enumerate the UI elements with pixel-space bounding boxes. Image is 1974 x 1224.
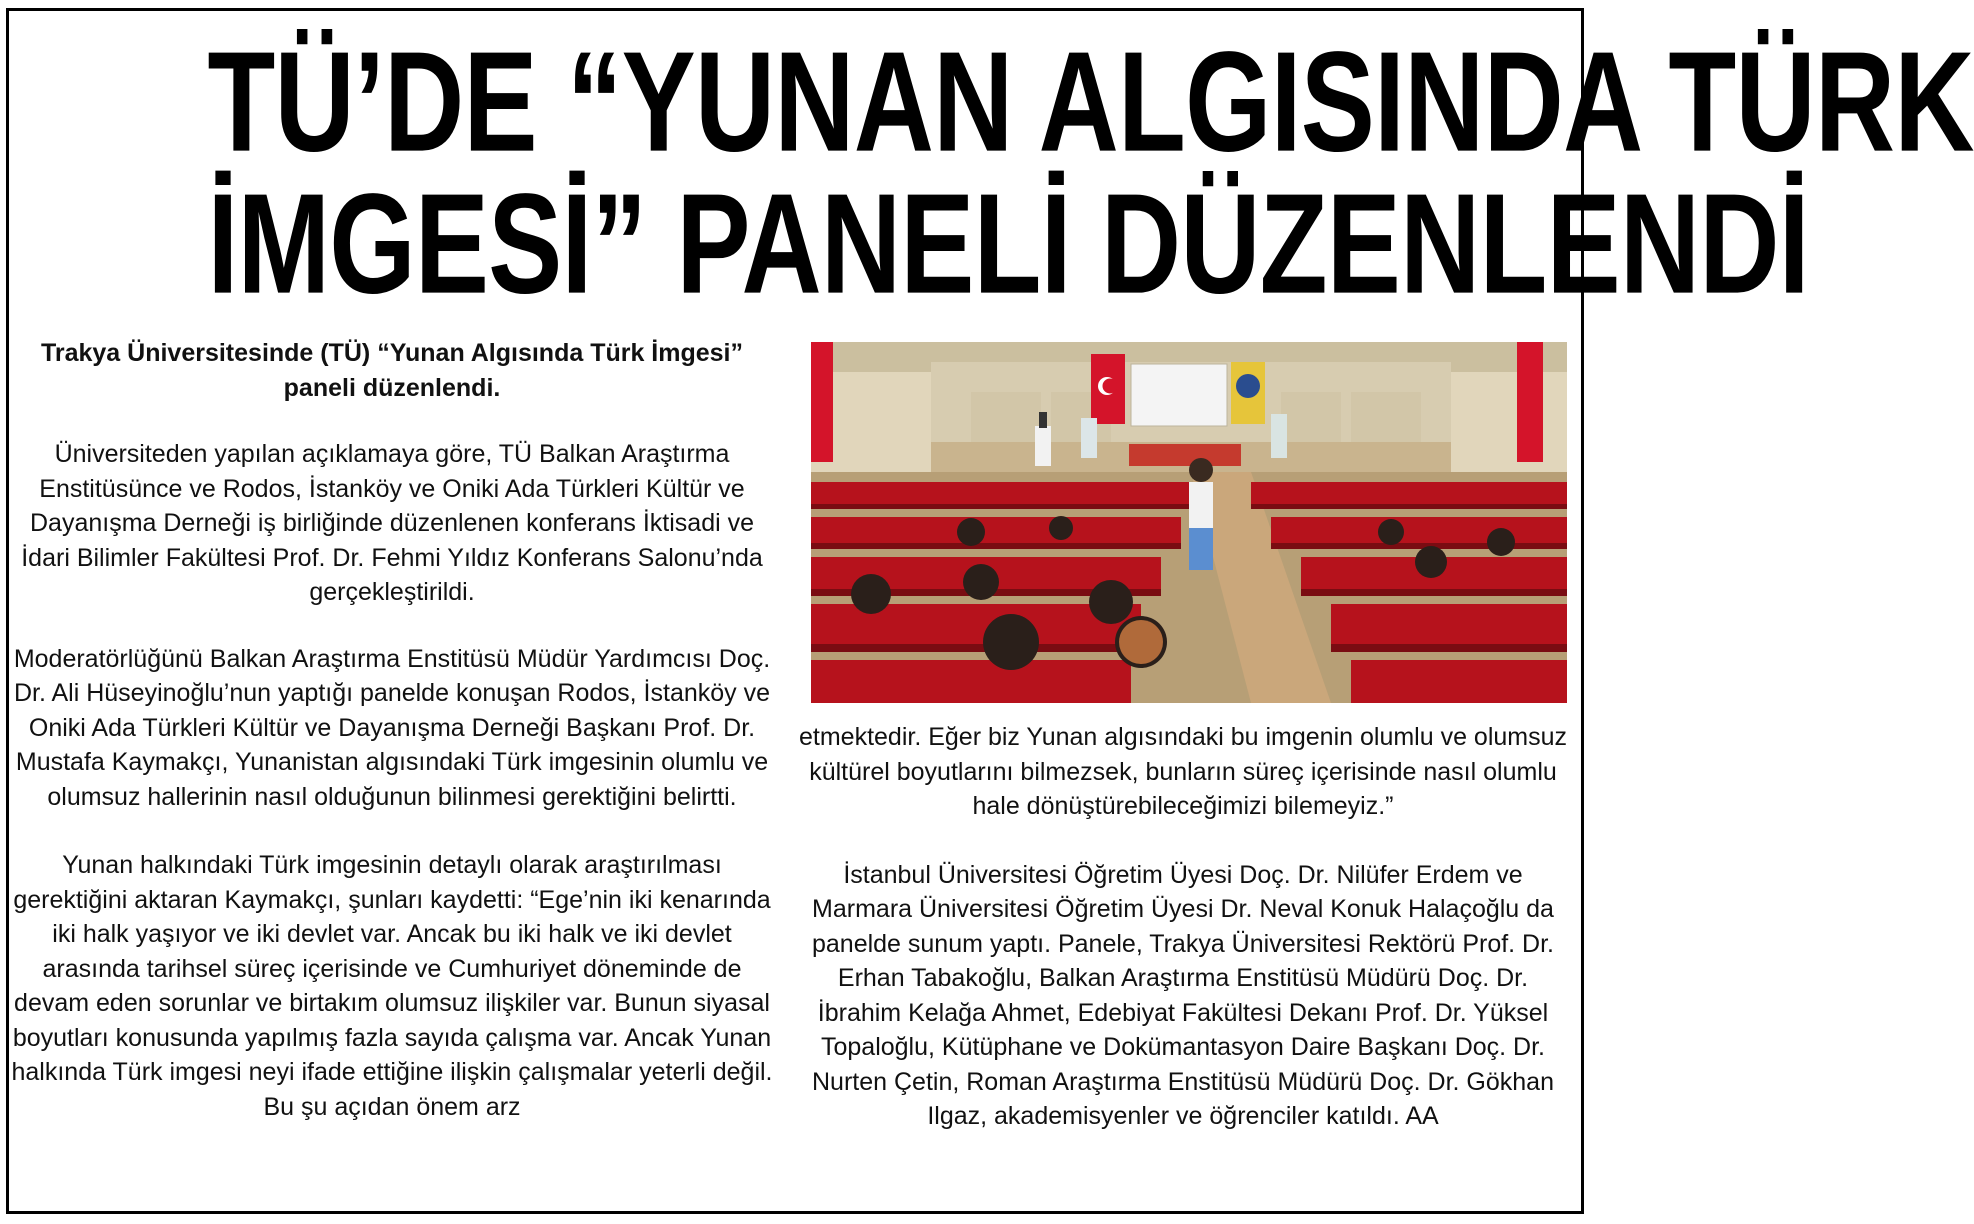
article-paragraph-4: etmektedir. Eğer biz Yunan algısındaki bu imgenin olumlu ve olumsuz kültürel boyutlarını bilmezsek, bunların süreç içerisinde nasıl olumlu hale dönüştürebileceğimizi bilemeyiz.” [798, 723, 1568, 820]
article-left-column [8, 336, 776, 1124]
article-paragraph-3: Yunan halkındaki Türk imgesinin detaylı olarak araştırılması gerektiğini aktaran Kaymakçı, şunları kaydetti: “Ege’nin iki kenarında iki halk yaşıyor ve iki devlet var. Ancak bu iki halk ve iki devlet arasında tarihsel süreç içerisinde ve Cumhuriyet döneminde de devam eden sorunlar ve birtakım olumsuz ilişkiler var. Bunun siyasal boyutları konusunda yapılmış fazla sayıda çalışma var. Ancak Yunan halkında Türk imgesi neyi ifade ettiğine ilişkin çalışmalar yeterli değil. Bu şu açıdan önem arz [11, 851, 773, 1121]
article-paragraph-5: İstanbul Üniversitesi Öğretim Üyesi Doç. Dr. Nilüfer Erdem ve Marmara Üniversitesi Öğretim Üyesi Dr. Neval Konuk Halaçoğlu da panelde sunum yaptı. Panele, Trakya Üniversitesi Rektörü Prof. Dr. Erhan Tabakoğlu, Balkan Araştırma Enstitüsü Müdürü Doç. Dr. İbrahim Kelağa Ahmet, Edebiyat Fakültesi Dekanı Prof. Dr. Yüksel Topaloğlu, Kütüphane ve Dokümantasyon Daire Başkanı Doç. Dr. Nurten Çetin, Roman Araştırma Enstitüsü Müdürü Doç. Dr. Gökhan Ilgaz, akademisyenler ve öğrenciler katıldı. AA [811, 860, 1555, 1130]
headline-line-2: İMGESİ” PANELİ DÜZENLENDİ [207, 163, 1809, 324]
article-paragraph-2: Moderatörlüğünü Balkan Araştırma Enstitüsü Müdür Yardımcısı Doç. Dr. Ali Hüseyinoğlu’nun yaptığı panelde konuşan Rodos, İstanköy ve Oniki Ada Türkleri Kültür ve Dayanışma Derneği Başkanı Prof. Dr. Mustafa Kaymakçı, Yunanistan algısındaki Türk imgesinin olumlu ve olumsuz hallerinin nasıl olduğunun bilinmesi gerektiğini belirtti. [13, 644, 771, 811]
article-right-column [798, 720, 1568, 1134]
headline-line-1: TÜ’DE “YUNAN ALGISINDA TÜRK [207, 21, 1974, 182]
audience-illustration [811, 342, 1567, 703]
article-paragraph-1: Üniversiteden yapılan açıklamaya göre, TÜ Balkan Araştırma Enstitüsünce ve Rodos, İstanköy ve Oniki Ada Türkleri Kültür ve Dayanışma Derneği iş birliğinde düzenlenen konferans İktisadi ve İdari Bilimler Fakültesi Prof. Dr. Fehmi Yıldız Konferans Salonu’nda gerçekleştirildi. [21, 440, 763, 606]
conference-hall-photo [811, 342, 1567, 703]
article-lead: Trakya Üniversitesinde (TÜ) “Yunan Algısında Türk İmgesi” paneli düzenlendi. [40, 339, 744, 402]
